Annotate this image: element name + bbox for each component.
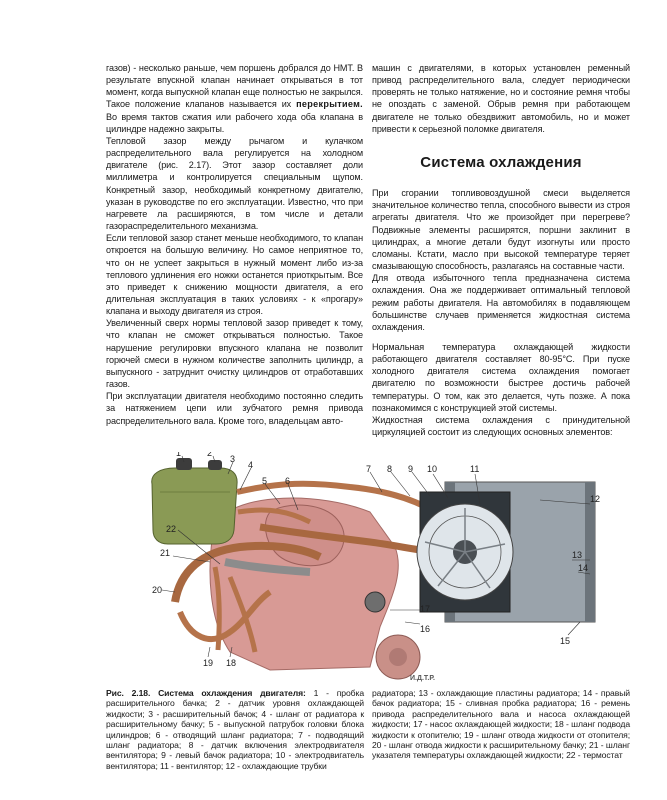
paragraph: Для отвода избыточного тепла предназначена система охлаждения. Она же поддерживает оптимальный тепловой режим работы двигателя. На автомобилях в подавляющем большинстве случаев применяется жидкостная система охлаждения. <box>372 273 630 332</box>
callout-19: 19 <box>203 658 214 668</box>
callout-7: 7 <box>366 464 372 474</box>
paragraph: Если тепловой зазор станет меньше необходимого, то клапан откроется на большую величину. Но самое неприятное то, что он не успеет закрыться в нужный момент либо из-за теплового удлинения его ножки останется приоткрытым. Все это приведет к снижению мощности двигателя, а его длительная эксплуатация в таких условиях - к «прогару» клапана и выходу двигателя из строя. <box>106 233 363 317</box>
figure-caption-right <box>372 688 630 761</box>
callout-3: 3 <box>230 454 236 464</box>
publisher-mark: И.Д.Т.Р. <box>410 675 435 682</box>
callout-2: 2 <box>207 452 213 458</box>
cooling-system-illustration <box>120 452 620 684</box>
expansion-tank <box>152 458 237 544</box>
paragraph: Нормальная температура охлаждающей жидкости работающего двигателя составляет 80-95°С. При пуске холодного двигателя система охлаждения помогает двигателю по возможности быстрее достичь рабочей температуры. О том, как это делается, чуть позже. А пока познакомимся с конструкцией этой системы. <box>372 341 630 413</box>
radiator <box>417 482 595 622</box>
callout-14: 14 <box>578 563 589 573</box>
paragraph: Тепловой зазор между рычагом и кулачком распределительного вала регулируется на холодном двигателе (рис. 2.17). Этот зазор составляет доли миллиметра и контролируется специальным щупом. Конкретный зазор, необходимый конкретному двигателю, указан в руководстве по его эксплуатации. Известно, что при нагревете ла расширяются, в том числе и детали газораспределительного механизма. <box>106 135 363 232</box>
paragraph: При сгорании топливовоздушной смеси выделяется значительное количество тепла, способного вывести из строя агрегаты двигателя. Что же произойдет при перегреве? Подвижные элементы расширятся, поршни заклинит в цилиндрах, а многие детали будут изогнуты или просто сломаны. Кстати, масло при высокой температуре теряет смазывающую способность, разлагаясь на составные части. <box>372 188 630 272</box>
callout-17: 17 <box>420 604 431 614</box>
callout-4: 4 <box>248 460 254 470</box>
callout-15: 15 <box>560 636 571 646</box>
callout-12: 12 <box>590 494 601 504</box>
caption-text: 1 - пробка расширительного бачка; 2 - датчик уровня охлаждающей жидкости; 3 - расширительный бачок; 4 - шланг от радиатора к расширительному бачку; 5 - выпускной патрубок головки блока цилиндров; 6 - отводящий шланг радиатора; 7 - подводящий шланг радиатора; 8 - датчик включения электродвигателя вентилятора; 9 - левый бачок радиатора; 10 - электродвигатель вентилятора; 11 - вентилятор; 12 - охлаждающие трубки <box>106 688 364 771</box>
callout-1: 1 <box>176 452 182 458</box>
section-title: Система охлаждения <box>420 153 582 171</box>
callout-6: 6 <box>285 476 291 486</box>
callout-11: 11 <box>470 464 480 474</box>
figure-caption-left <box>106 688 364 771</box>
paragraph <box>106 62 363 135</box>
callout-10: 10 <box>427 464 438 474</box>
callout-13: 13 <box>572 550 583 560</box>
left-column <box>106 62 363 427</box>
callout-22: 22 <box>166 524 177 534</box>
callout-5: 5 <box>262 476 268 486</box>
paragraph: машин с двигателями, в которых установлен ременный привод распределительного вала, следует периодически проверять не только натяжение, но и состояние ремня чтобы не опоздать с заменой. Обрыв ремня при работающем двигателе не только обездвижит автомобиль, но и может привести к серьезной поломке двигателя. <box>372 63 630 134</box>
right-column <box>372 62 630 438</box>
callout-21: 21 <box>160 548 171 558</box>
paragraph: Увеличенный сверх нормы тепловой зазор приведет к тому, что клапан не сможет открываться полностью. Такое нарушение регулировки впускного клапана не позволит горючей смеси в нужном количестве заполнить цилиндр, а выпускного - затруднит очистку цилиндров от отработавших газов. <box>106 318 363 390</box>
paragraph: При эксплуатации двигателя необходимо постоянно следить за натяжением цепи или зубчатого ремня привода распределительного вала. Кроме того, владельцам авто- <box>106 391 363 426</box>
water-pump <box>365 592 385 612</box>
callout-20: 20 <box>152 585 163 595</box>
cooling-system-drawing <box>120 452 620 684</box>
callout-8: 8 <box>387 464 393 474</box>
paragraph-text: Во время тактов сжатия или рабочего хода оба клапана в цилиндре надежно закрыты. <box>106 111 363 134</box>
callout-9: 9 <box>408 464 414 474</box>
engine-block <box>210 498 420 679</box>
paragraph: Жидкостная система охлаждения с принудительной циркуляцией состоит из следующих основных элементов: <box>372 414 630 438</box>
term-bold: перекрытием. <box>296 99 363 110</box>
callout-18: 18 <box>226 658 237 668</box>
paragraph-text: газов) - несколько раньше, чем поршень добрался до НМТ. В результате впускной клапан начинает открываться в тот момент, когда выпускной клапан еще полностью не закрылся. Такое положение клапанов называется их <box>106 63 363 110</box>
caption-text: радиатора; 13 - охлаждающие пластины радиатора; 14 - правый бачок радиатора; 15 - сливная пробка радиатора; 16 - ремень привода распределительного вала и насоса охлаждающей жидкости; 17 - насос охлаждающей жидкости; 18 - шланг подвода жидкости к отопителю; 19 - шланг отвода жидкости от отопителя; 20 - шланг отвода жидкости к расширительному бачку; 21 - шланг указателя температуры охлаждающей жидкости; 22 - термостат <box>372 688 630 761</box>
callout-16: 16 <box>420 624 431 634</box>
caption-label: Рис. 2.18. Система охлаждения двигателя: <box>106 688 306 698</box>
